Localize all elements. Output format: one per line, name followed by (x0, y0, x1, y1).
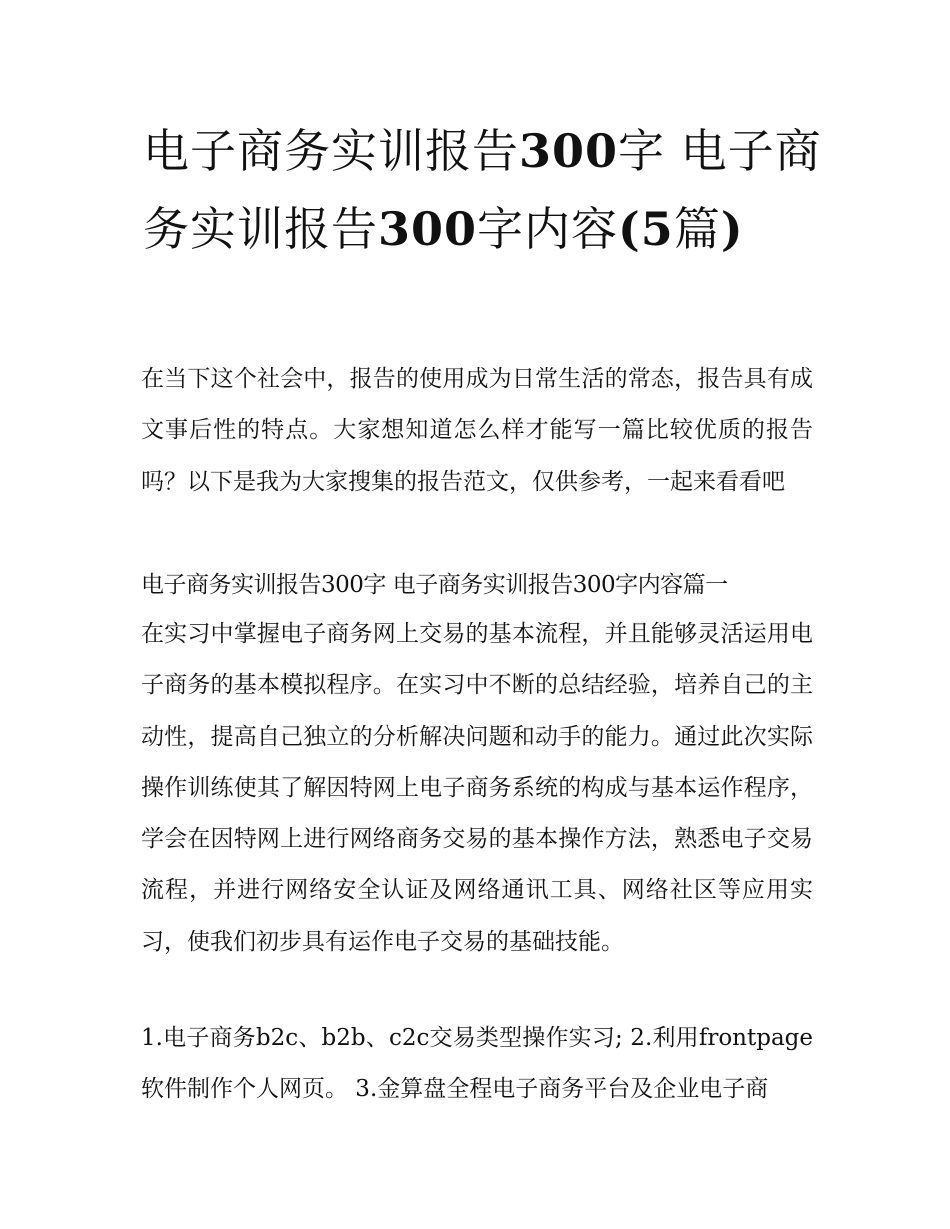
body-paragraph: 1.电子商务b2c、b2b、c2c交易类型操作实习; 2.利用frontpage软件制作个人网页。 3.金算盘全程电子商务平台及企业电子商 (141, 1025, 813, 1103)
section-heading: 电子商务实训报告300字 电子商务实训报告300字内容篇一 (141, 572, 728, 598)
document-title: 电子商务实训报告300字 电子商务实训报告300字内容(5篇) (143, 124, 822, 256)
intro-paragraph: 在当下这个社会中，报告的使用成为日常生活的常态，报告具有成文事后性的特点。大家想知道怎么样才能写一篇比较优质的报告吗？以下是我为大家搜集的报告范文，仅供参考，一起来看看吧 (141, 366, 813, 495)
body-paragraph: 在实习中掌握电子商务网上交易的基本流程，并且能够灵活运用电子商务的基本模拟程序。在实习中不断的总结经验，培养自己的主动性，提高自己独立的分析解决问题和动手的能力。通过此次实际操作训练使其了解因特网上电子商务系统的构成与基本运作程序，学会在因特网上进行网络商务交易的基本操作方法，熟悉电子交易流程，并进行网络安全认证及网络通讯工具、网络社区等应用实习，使我们初步具有运作电子交易的基础技能。 (141, 621, 813, 955)
